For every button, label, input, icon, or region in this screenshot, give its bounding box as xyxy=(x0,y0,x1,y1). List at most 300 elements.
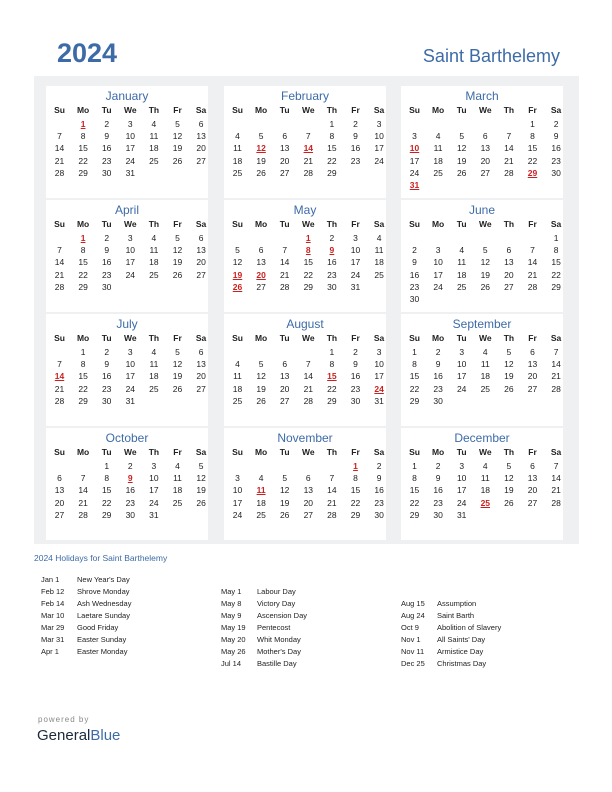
calendar-day: 12 xyxy=(480,257,491,268)
calendar-day: 6 xyxy=(198,233,204,243)
weekday-header: Su xyxy=(409,105,420,115)
calendar-day: 5 xyxy=(482,245,488,256)
month-february xyxy=(224,86,386,198)
calendar-day: 7 xyxy=(305,359,311,370)
calendar-day: 30 xyxy=(101,167,112,178)
calendar-day: 14 xyxy=(504,143,514,154)
calendar-day: 23 xyxy=(433,383,443,394)
calendar-day: 29 xyxy=(409,395,420,406)
calendar-day: 21 xyxy=(527,269,538,280)
holiday-name: Labour Day xyxy=(257,587,296,596)
calendar-day: 23 xyxy=(327,269,337,280)
weekday-header: We xyxy=(301,447,315,457)
weekday-header: Tu xyxy=(456,105,467,115)
calendar-day: 24 xyxy=(456,383,467,394)
calendar-day: 31 xyxy=(456,509,467,520)
holiday-date: Feb 12 xyxy=(41,587,65,596)
calendar-day: 17 xyxy=(350,257,361,268)
weekday-header: Mo xyxy=(76,105,90,115)
weekday-header: Mo xyxy=(431,105,445,115)
calendar-day: 12 xyxy=(279,485,290,496)
weekday-header: Mo xyxy=(254,105,268,115)
weekday-header: Tu xyxy=(279,105,290,115)
weekday-header: Th xyxy=(148,219,160,229)
holiday-name: Saint Barth xyxy=(437,611,475,620)
calendar-day: 3 xyxy=(353,233,358,243)
holiday-name: Laetare Sunday xyxy=(77,611,130,620)
calendar-day: 7 xyxy=(57,245,62,256)
calendar-day: 12 xyxy=(172,359,183,370)
holiday-name: New Year's Day xyxy=(77,575,130,584)
weekday-header: We xyxy=(301,219,315,229)
calendar-day: 26 xyxy=(172,383,183,394)
calendar-day: 20 xyxy=(279,383,290,394)
calendar-day: 25 xyxy=(256,509,266,520)
calendar-day: 8 xyxy=(412,473,417,484)
calendar-day: 14 xyxy=(54,257,65,268)
calendar-day: 22 xyxy=(78,269,88,280)
weekday-header: Fr xyxy=(173,219,182,229)
calendar-day: 30 xyxy=(551,167,561,178)
calendar-day: 3 xyxy=(376,347,382,357)
calendar-day: 5 xyxy=(235,245,240,256)
calendar-day: 9 xyxy=(553,131,559,142)
calendar-day: 19 xyxy=(256,155,266,166)
calendar-day: 23 xyxy=(101,155,112,166)
calendar-day: 15 xyxy=(409,371,420,382)
calendar-day: 30 xyxy=(125,509,136,520)
weekday-header: We xyxy=(123,333,137,343)
calendar-day: 10 xyxy=(456,359,467,370)
weekday-header: Sa xyxy=(550,219,562,229)
calendar-day: 9 xyxy=(412,257,417,268)
weekday-header: Fr xyxy=(351,447,360,457)
holiday-day: 10 xyxy=(409,143,420,154)
weekday-header: Sa xyxy=(195,333,207,343)
brand-general: General xyxy=(37,727,91,744)
calendar-day: 2 xyxy=(329,233,335,243)
calendar-day: 11 xyxy=(374,245,384,256)
month-name: June xyxy=(468,203,496,217)
calendar-day: 20 xyxy=(480,155,491,166)
weekday-header: Sa xyxy=(550,105,562,115)
holidays-title: 2024 Holidays for Saint Barthelemy xyxy=(34,553,168,563)
calendar-day: 1 xyxy=(329,347,335,357)
calendar-day: 11 xyxy=(457,257,467,268)
weekday-header: Mo xyxy=(76,333,90,343)
calendar-day: 16 xyxy=(409,269,420,280)
calendar-day: 25 xyxy=(232,167,243,178)
weekday-header: Th xyxy=(148,447,160,457)
calendar-day: 10 xyxy=(456,473,467,484)
calendar-day: 30 xyxy=(374,509,384,520)
weekday-header: Th xyxy=(503,219,515,229)
calendar-day: 21 xyxy=(78,497,88,508)
calendar-day: 20 xyxy=(279,155,290,166)
holiday-name: Assumption xyxy=(437,599,477,608)
calendar-day: 12 xyxy=(504,359,514,370)
calendar-day: 3 xyxy=(412,131,417,142)
holiday-date: Dec 25 xyxy=(401,659,425,668)
calendar-day: 29 xyxy=(327,167,337,178)
holiday-name: Ascension Day xyxy=(257,611,308,620)
calendar-day: 10 xyxy=(374,359,384,370)
calendar-day: 15 xyxy=(78,371,88,382)
weekday-header: Su xyxy=(409,447,420,457)
calendar-day: 12 xyxy=(196,473,206,484)
weekday-header: Fr xyxy=(351,105,360,115)
holiday-name: Pentecost xyxy=(257,623,291,632)
calendar-day: 15 xyxy=(409,485,420,496)
weekday-header: Fr xyxy=(528,219,537,229)
weekday-header: Fr xyxy=(351,333,360,343)
holiday-day: 14 xyxy=(303,143,314,154)
calendar-day: 10 xyxy=(374,131,384,142)
calendar-day: 4 xyxy=(175,461,180,471)
calendar-day: 4 xyxy=(258,473,264,484)
calendar-day: 18 xyxy=(232,383,243,394)
weekday-header: Su xyxy=(54,105,65,115)
calendar-day: 21 xyxy=(303,155,314,166)
calendar-day: 11 xyxy=(233,371,242,382)
calendar-day: 15 xyxy=(327,143,337,154)
calendar-day: 22 xyxy=(551,269,561,280)
calendar-day: 7 xyxy=(57,131,62,142)
calendar-day: 18 xyxy=(480,371,491,382)
calendar-day: 21 xyxy=(54,383,65,394)
calendar-day: 27 xyxy=(480,167,491,178)
calendar-day: 9 xyxy=(435,473,441,484)
calendar-day: 16 xyxy=(374,485,384,496)
calendar-day: 2 xyxy=(412,245,417,256)
calendar-day: 5 xyxy=(506,347,512,357)
holiday-date: Feb 14 xyxy=(41,599,65,608)
weekday-header: Su xyxy=(232,219,243,229)
weekday-header: Mo xyxy=(254,333,268,343)
calendar-day: 27 xyxy=(54,509,65,520)
weekday-header: We xyxy=(478,333,492,343)
weekday-header: Su xyxy=(54,219,65,229)
calendar-day: 14 xyxy=(551,359,561,370)
calendar-day: 6 xyxy=(57,473,62,484)
calendar-day: 27 xyxy=(504,281,514,292)
calendar-day: 29 xyxy=(78,395,88,406)
holiday-date: Mar 31 xyxy=(41,635,65,644)
weekday-header: Su xyxy=(54,333,65,343)
calendar-day: 24 xyxy=(350,269,361,280)
calendar-day: 15 xyxy=(78,143,88,154)
calendar-day: 3 xyxy=(127,233,133,243)
calendar-day: 7 xyxy=(80,473,86,484)
brand-logo xyxy=(37,727,120,744)
calendar-day: 26 xyxy=(172,155,183,166)
calendar-day: 18 xyxy=(149,371,159,382)
calendar-day: 11 xyxy=(149,131,159,142)
calendar-day: 13 xyxy=(196,245,206,256)
holiday-date: May 9 xyxy=(221,611,242,620)
calendar-day: 11 xyxy=(480,359,490,370)
calendar-day: 13 xyxy=(54,485,65,496)
holiday-name: Armistice Day xyxy=(437,647,484,656)
calendar-day: 5 xyxy=(258,131,264,142)
month-march xyxy=(401,86,563,198)
calendar-day: 9 xyxy=(353,359,358,370)
calendar-day: 19 xyxy=(480,269,491,280)
calendar-day: 13 xyxy=(279,371,290,382)
calendar-day: 17 xyxy=(125,257,136,268)
calendar-day: 13 xyxy=(279,143,290,154)
calendar-day: 15 xyxy=(350,485,361,496)
calendar-day: 25 xyxy=(149,269,159,280)
weekday-header: Su xyxy=(54,447,65,457)
calendar-day: 6 xyxy=(258,245,264,256)
holiday-date: May 26 xyxy=(221,647,246,656)
weekday-header: Su xyxy=(232,447,243,457)
calendar-day: 23 xyxy=(101,269,112,280)
calendar-day: 30 xyxy=(350,395,361,406)
calendar-day: 29 xyxy=(551,281,561,292)
calendar-day: 26 xyxy=(504,497,514,508)
weekday-header: Sa xyxy=(195,219,207,229)
holiday-day: 29 xyxy=(527,167,538,178)
calendar-day: 1 xyxy=(80,347,86,357)
weekday-header: Th xyxy=(326,333,338,343)
holiday-name: Christmas Day xyxy=(437,659,487,668)
holiday-name: Easter Sunday xyxy=(77,635,127,644)
calendar-day: 2 xyxy=(104,233,110,243)
calendar-day: 21 xyxy=(303,383,314,394)
holiday-name: Bastille Day xyxy=(257,659,297,668)
calendar-day: 19 xyxy=(196,485,206,496)
calendar-day: 10 xyxy=(149,473,159,484)
holiday-day: 9 xyxy=(329,245,335,256)
calendar-day: 16 xyxy=(101,257,112,268)
calendar-day: 1 xyxy=(412,461,417,471)
calendar-day: 23 xyxy=(350,155,361,166)
weekday-header: Sa xyxy=(373,447,385,457)
calendar-day: 4 xyxy=(482,347,488,357)
calendar-day: 8 xyxy=(329,359,335,370)
calendar-day: 24 xyxy=(149,497,159,508)
calendar-day: 4 xyxy=(151,233,157,243)
holiday-name: Whit Monday xyxy=(257,635,301,644)
month-june xyxy=(401,200,563,312)
calendar-day: 17 xyxy=(456,485,467,496)
holiday-date: Jan 1 xyxy=(41,575,60,584)
weekday-header: Sa xyxy=(373,333,385,343)
calendar-day: 30 xyxy=(101,281,112,292)
calendar-day: 16 xyxy=(551,143,561,154)
calendar-day: 24 xyxy=(125,383,136,394)
holiday-day: 20 xyxy=(256,269,266,280)
month-april xyxy=(46,200,208,312)
calendar-day: 24 xyxy=(374,155,384,166)
calendar-day: 4 xyxy=(482,461,488,471)
calendar-day: 29 xyxy=(101,509,112,520)
calendar-day: 3 xyxy=(235,473,240,484)
calendar-day: 15 xyxy=(101,485,112,496)
holiday-name: Victory Day xyxy=(257,599,296,608)
calendar-day: 19 xyxy=(279,497,290,508)
weekday-header: Mo xyxy=(431,333,445,343)
calendar-day: 25 xyxy=(172,497,183,508)
calendar-day: 6 xyxy=(530,347,535,357)
calendar-day: 17 xyxy=(149,485,159,496)
weekday-header: Sa xyxy=(550,333,562,343)
calendar-day: 3 xyxy=(127,119,133,129)
calendar-day: 28 xyxy=(551,497,561,508)
calendar-day: 5 xyxy=(175,119,180,129)
calendar-day: 28 xyxy=(54,281,65,292)
calendar-day: 17 xyxy=(374,143,384,154)
calendar-day: 19 xyxy=(172,143,183,154)
calendar-day: 5 xyxy=(506,461,512,471)
weekday-header: Th xyxy=(148,333,160,343)
weekday-header: Th xyxy=(326,219,338,229)
weekday-header: Fr xyxy=(173,105,182,115)
calendar-day: 14 xyxy=(54,143,65,154)
calendar-day: 8 xyxy=(80,359,86,370)
calendar-day: 21 xyxy=(504,155,514,166)
calendar-day: 16 xyxy=(433,371,443,382)
calendar-day: 6 xyxy=(282,131,288,142)
holiday-day: 8 xyxy=(305,245,311,256)
brand-blue: Blue xyxy=(90,727,121,744)
holiday-name: Ash Wednesday xyxy=(77,599,132,608)
calendar-day: 26 xyxy=(279,509,290,520)
calendar-day: 20 xyxy=(196,143,206,154)
calendar-day: 5 xyxy=(175,347,180,357)
calendar-day: 17 xyxy=(125,371,136,382)
weekday-header: Th xyxy=(326,447,338,457)
calendar-day: 6 xyxy=(482,131,488,142)
calendar-day: 30 xyxy=(101,395,112,406)
month-name: April xyxy=(114,203,139,217)
weekday-header: Mo xyxy=(431,447,445,457)
calendar-day: 9 xyxy=(104,131,110,142)
calendar-day: 12 xyxy=(172,245,183,256)
calendar-day: 20 xyxy=(527,485,538,496)
calendar-day: 2 xyxy=(104,119,110,129)
weekday-header: We xyxy=(301,333,315,343)
calendar-day: 25 xyxy=(149,383,159,394)
calendar-day: 22 xyxy=(409,383,420,394)
calendar-day: 13 xyxy=(480,143,491,154)
holiday-date: Aug 24 xyxy=(401,611,425,620)
calendar-day: 10 xyxy=(232,485,243,496)
calendar-day: 4 xyxy=(435,131,441,142)
weekday-header: Th xyxy=(503,333,515,343)
weekday-header: We xyxy=(301,105,315,115)
holiday-day: 11 xyxy=(256,485,266,496)
calendar-day: 9 xyxy=(353,131,358,142)
holiday-date: Jul 14 xyxy=(221,659,242,668)
weekday-header: Mo xyxy=(254,447,268,457)
calendar-day: 15 xyxy=(78,257,88,268)
calendar-day: 7 xyxy=(329,473,335,484)
weekday-header: Th xyxy=(503,447,515,457)
calendar-day: 22 xyxy=(101,497,112,508)
weekday-header: Tu xyxy=(456,447,467,457)
weekday-header: Tu xyxy=(279,447,290,457)
calendar-day: 11 xyxy=(173,473,182,484)
calendar-day: 22 xyxy=(327,383,337,394)
calendar-day: 24 xyxy=(232,509,243,520)
month-name: October xyxy=(105,431,149,445)
calendar-day: 2 xyxy=(435,347,441,357)
weekday-header: Th xyxy=(326,105,338,115)
calendar-day: 7 xyxy=(57,359,62,370)
weekday-header: Fr xyxy=(528,105,537,115)
calendar-day: 28 xyxy=(303,395,314,406)
calendar-day: 16 xyxy=(433,485,443,496)
holiday-name: All Saints' Day xyxy=(437,635,486,644)
calendar-day: 29 xyxy=(78,281,88,292)
holiday-day: 26 xyxy=(232,281,243,292)
calendar-day: 2 xyxy=(553,119,559,129)
calendar-day: 2 xyxy=(353,347,358,357)
calendar-day: 27 xyxy=(303,509,314,520)
calendar-day: 19 xyxy=(172,257,183,268)
holiday-day: 9 xyxy=(127,473,133,484)
calendar-day: 14 xyxy=(551,473,561,484)
weekday-header: Tu xyxy=(279,333,290,343)
month-name: December xyxy=(454,431,510,445)
calendar-day: 14 xyxy=(279,257,290,268)
calendar-day: 18 xyxy=(256,497,266,508)
calendar-day: 26 xyxy=(480,281,491,292)
month-august xyxy=(224,314,386,426)
month-name: August xyxy=(286,317,324,331)
calendar-day: 19 xyxy=(172,371,183,382)
calendar-day: 28 xyxy=(54,167,65,178)
calendar-day: 19 xyxy=(504,485,514,496)
month-july xyxy=(46,314,208,426)
calendar-day: 18 xyxy=(232,155,243,166)
holiday-day: 25 xyxy=(480,497,491,508)
holiday-date: May 20 xyxy=(221,635,246,644)
calendar-day: 8 xyxy=(80,131,86,142)
holiday-name: Abolition of Slavery xyxy=(437,623,502,632)
holiday-name: Good Friday xyxy=(77,623,119,632)
calendar-day: 30 xyxy=(327,281,337,292)
calendar-day: 17 xyxy=(125,143,136,154)
calendar-day: 26 xyxy=(172,269,183,280)
weekday-header: Mo xyxy=(431,219,445,229)
holiday-day: 19 xyxy=(232,269,243,280)
calendar-day: 13 xyxy=(256,257,266,268)
calendar-day: 8 xyxy=(530,131,535,142)
calendar-day: 29 xyxy=(409,509,420,520)
calendar-day: 28 xyxy=(78,509,88,520)
calendar-day: 27 xyxy=(279,167,290,178)
calendar-day: 23 xyxy=(350,383,361,394)
calendar-day: 8 xyxy=(412,359,417,370)
calendar-day: 7 xyxy=(282,245,288,256)
calendar-day: 24 xyxy=(125,269,136,280)
calendar-day: 31 xyxy=(374,395,384,406)
calendar-day: 23 xyxy=(125,497,136,508)
calendar-day: 24 xyxy=(409,167,420,178)
weekday-header: Tu xyxy=(456,219,467,229)
weekday-header: We xyxy=(478,447,492,457)
weekday-header: Sa xyxy=(195,105,207,115)
weekday-header: Su xyxy=(232,333,243,343)
calendar-day: 22 xyxy=(303,269,314,280)
calendar-day: 3 xyxy=(435,245,441,256)
month-may xyxy=(224,200,386,312)
calendar-day: 25 xyxy=(232,395,243,406)
